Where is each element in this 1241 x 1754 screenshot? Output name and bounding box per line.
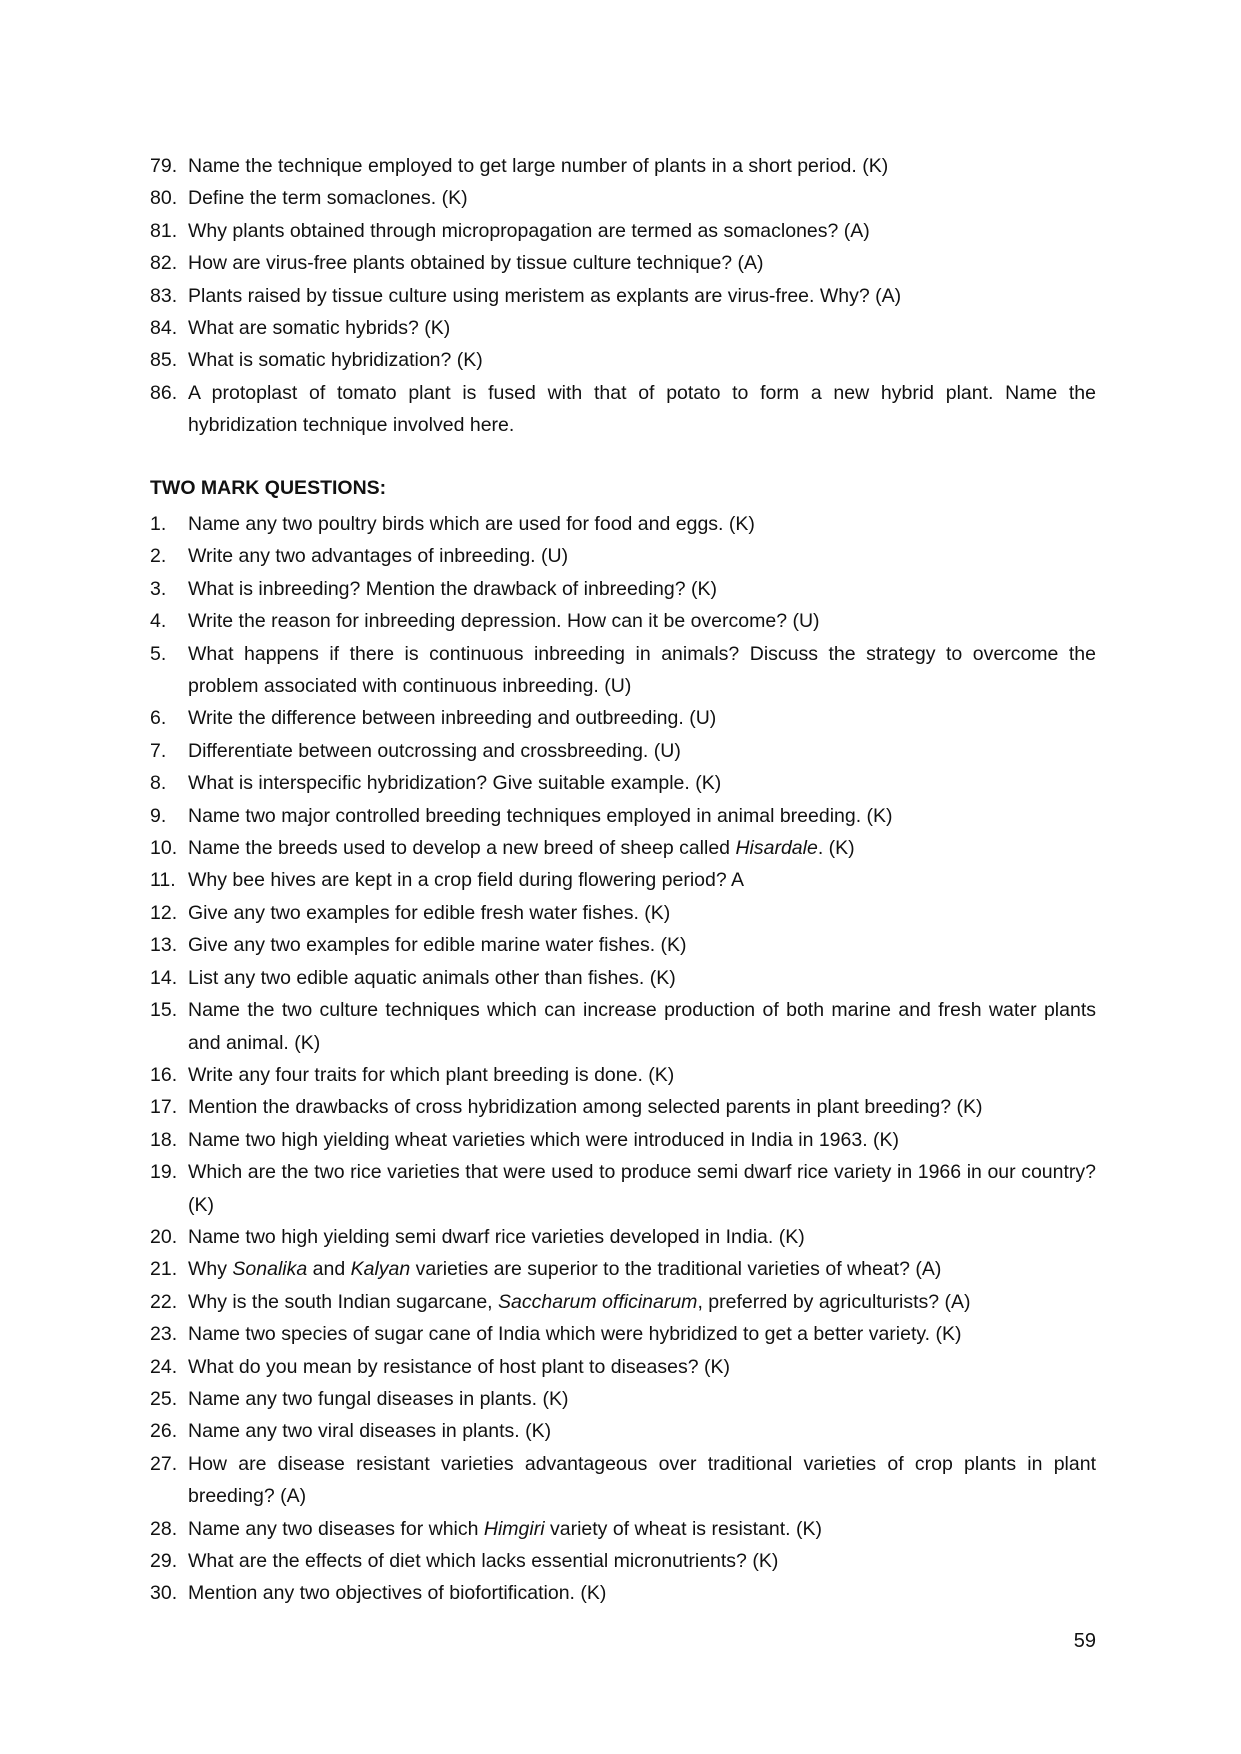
question-text-segment: What happens if there is continuous inbreeding in animals? Discuss the strategy to overcome the problem associated with continuous inbreeding. (U) — [188, 642, 1096, 698]
question-item — [150, 1318, 1096, 1350]
italic-term: Himgiri — [483, 1517, 545, 1540]
question-item — [150, 312, 1096, 344]
question-item — [150, 1448, 1096, 1513]
question-text-segment: Name two high yielding wheat varieties which were introduced in India in 1963. (K) — [188, 1128, 900, 1151]
question-text — [188, 1096, 983, 1118]
question-text — [188, 740, 681, 762]
question-text-segment: Name any two poultry birds which are used for food and eggs. (K) — [188, 513, 755, 535]
question-text — [188, 187, 468, 209]
question-item — [150, 1577, 1096, 1609]
question-text-segment: Differentiate between outcrossing and crossbreeding. (U) — [188, 739, 681, 762]
question-text-segment: What is interspecific hybridization? Give suitable example. (K) — [188, 772, 722, 795]
question-text — [188, 1323, 962, 1345]
question-text — [188, 1453, 1096, 1507]
question-text — [188, 902, 670, 924]
question-item — [150, 897, 1096, 929]
question-number: 1. — [150, 513, 167, 535]
question-item — [150, 540, 1096, 572]
question-number: 85. — [150, 349, 178, 372]
question-number: 3. — [150, 577, 167, 600]
question-text — [188, 545, 568, 567]
question-text — [188, 382, 1096, 436]
question-text — [188, 252, 764, 274]
question-item — [150, 1383, 1096, 1415]
question-text-segment: Name the two culture techniques which can increase production of both marine and fresh water plants and animal. (K) — [188, 999, 1096, 1054]
question-number: 9. — [150, 804, 167, 827]
question-text — [188, 1064, 674, 1086]
question-text-segment: Name the breeds used to develop a new breed of sheep called — [188, 837, 736, 860]
question-number: 10. — [150, 837, 178, 860]
question-text-segment: Give any two examples for edible marine water fishes. (K) — [188, 934, 687, 957]
question-number: 81. — [150, 219, 178, 242]
question-item — [150, 508, 1096, 540]
question-text-segment: Name two species of sugar cane of India which were hybridized to get a better variety. (K) — [188, 1323, 962, 1346]
question-number: 20. — [150, 1225, 178, 1248]
italic-term: Sonalika — [232, 1258, 308, 1281]
question-text — [188, 999, 1096, 1053]
question-number: 22. — [150, 1290, 178, 1313]
question-number: 8. — [150, 772, 167, 795]
question-text-segment: What is inbreeding? Mention the drawback of inbreeding? (K) — [188, 577, 717, 600]
question-text-segment: What is somatic hybridization? (K) — [188, 349, 483, 372]
question-text — [188, 805, 893, 827]
question-text — [188, 513, 755, 535]
question-item — [150, 1091, 1096, 1123]
question-text — [188, 869, 744, 891]
question-item — [150, 215, 1096, 247]
question-item — [150, 962, 1096, 994]
italic-term: Kalyan — [350, 1258, 411, 1281]
question-number: 84. — [150, 317, 178, 340]
question-text — [188, 1356, 730, 1378]
question-number: 29. — [150, 1550, 178, 1572]
question-text-segment: Give any two examples for edible fresh water fishes. (K) — [188, 901, 671, 924]
question-number: 7. — [150, 739, 167, 762]
question-item — [150, 605, 1096, 637]
question-item — [150, 1253, 1096, 1285]
question-list-continued — [150, 150, 1096, 442]
question-text-segment: Write any two advantages of inbreeding. (U) — [188, 545, 569, 568]
question-text-segment: . (K) — [817, 837, 855, 860]
question-text-segment: Name any two viral diseases in plants. (K) — [188, 1420, 552, 1443]
question-text-segment: Write the difference between inbreeding and outbreeding. (U) — [188, 707, 717, 730]
question-number: 28. — [150, 1517, 178, 1540]
question-text-segment: What do you mean by resistance of host plant to diseases? (K) — [188, 1355, 730, 1378]
question-number: 12. — [150, 901, 178, 924]
question-item — [150, 280, 1096, 312]
question-number: 17. — [150, 1096, 178, 1119]
question-text-segment: Name two high yielding semi dwarf rice varieties developed in India. (K) — [188, 1225, 805, 1248]
question-text — [188, 317, 450, 339]
question-text-segment: variety of wheat is resistant. (K) — [544, 1517, 822, 1540]
question-text — [188, 1420, 551, 1442]
question-text-segment: Mention the drawbacks of cross hybridization among selected parents in plant breeding? (K) — [188, 1096, 983, 1119]
question-text — [188, 1550, 778, 1572]
question-text — [188, 1129, 899, 1151]
question-text-segment: How are virus-free plants obtained by tissue culture technique? (A) — [188, 252, 764, 275]
section-heading-two-mark-questions: TWO MARK QUESTIONS: — [150, 477, 387, 499]
question-number: 11. — [150, 869, 176, 892]
question-item — [150, 735, 1096, 767]
question-text — [188, 155, 888, 177]
question-text — [188, 837, 855, 859]
question-text-segment: Name any two diseases for which — [188, 1517, 484, 1540]
question-text-segment: Write the reason for inbreeding depression. How can it be overcome? (U) — [188, 610, 820, 633]
question-number: 15. — [150, 999, 178, 1022]
question-text-segment: Define the term somaclones. (K) — [188, 187, 468, 210]
question-item — [150, 1351, 1096, 1383]
question-text-segment: varieties are superior to the traditional varieties of wheat? (A) — [410, 1258, 942, 1281]
question-text-segment: Which are the two rice varieties that were used to produce semi dwarf rice variety in 1966 in our country? (K) — [188, 1161, 1096, 1216]
question-text — [188, 285, 901, 307]
italic-term: Hisardale — [735, 837, 818, 860]
question-item — [150, 377, 1096, 442]
question-text — [188, 1582, 606, 1604]
question-text-segment: Mention any two objectives of biofortification. (K) — [188, 1582, 607, 1605]
question-text-segment: and — [307, 1258, 351, 1281]
question-text-segment: Why plants obtained through micropropagation are termed as somaclones? (A) — [188, 219, 870, 242]
question-number: 14. — [150, 966, 178, 989]
question-text-segment: Why is the south Indian sugarcane, — [188, 1290, 499, 1313]
question-item — [150, 1156, 1096, 1221]
question-item — [150, 1513, 1096, 1545]
question-text — [188, 610, 820, 632]
question-text — [188, 643, 1096, 697]
question-item — [150, 767, 1096, 799]
question-text-segment: What are somatic hybrids? (K) — [188, 317, 451, 340]
question-item — [150, 638, 1096, 703]
question-number: 83. — [150, 284, 178, 307]
question-text — [188, 934, 687, 956]
question-text-segment: Plants raised by tissue culture using meristem as explants are virus-free. Why? (A) — [188, 284, 902, 307]
question-item — [150, 573, 1096, 605]
question-item — [150, 1286, 1096, 1318]
question-text-segment: Name two major controlled breeding techniques employed in animal breeding. (K) — [188, 804, 893, 827]
question-number: 25. — [150, 1387, 178, 1410]
question-item — [150, 150, 1096, 182]
question-number: 27. — [150, 1452, 178, 1475]
question-item — [150, 1059, 1096, 1091]
question-item — [150, 1415, 1096, 1447]
question-item — [150, 929, 1096, 961]
question-text — [188, 772, 721, 794]
question-text — [188, 1291, 971, 1313]
question-number: 5. — [150, 642, 167, 665]
question-number: 82. — [150, 252, 178, 275]
question-text — [188, 1388, 568, 1410]
question-text-segment: What are the effects of diet which lacks essential micronutrients? (K) — [188, 1550, 779, 1572]
question-item — [150, 994, 1096, 1059]
question-text-segment: Why bee hives are kept in a crop field during flowering period? A — [188, 869, 745, 892]
question-number: 6. — [150, 707, 167, 730]
question-text-segment: How are disease resistant varieties advantageous over traditional varieties of crop plants in plant breeding? (A) — [188, 1452, 1096, 1508]
question-text — [188, 707, 716, 729]
question-number: 30. — [150, 1582, 178, 1605]
question-number: 4. — [150, 610, 167, 633]
question-text-segment: Name the technique employed to get large number of plants in a short period. (K) — [188, 155, 889, 177]
question-number: 23. — [150, 1323, 178, 1346]
question-text — [188, 578, 717, 600]
question-item — [150, 832, 1096, 864]
question-item — [150, 1545, 1096, 1577]
question-text — [188, 967, 676, 989]
question-number: 16. — [150, 1063, 178, 1086]
question-text — [188, 220, 870, 242]
question-text — [188, 1226, 805, 1248]
question-number: 21. — [150, 1258, 178, 1281]
question-item — [150, 800, 1096, 832]
question-item — [150, 344, 1096, 376]
question-number: 79. — [150, 155, 178, 177]
question-text-segment: Write any four traits for which plant breeding is done. (K) — [188, 1063, 675, 1086]
question-item — [150, 702, 1096, 734]
question-text — [188, 349, 483, 371]
question-text — [188, 1161, 1096, 1215]
question-number: 24. — [150, 1355, 178, 1378]
question-text — [188, 1518, 822, 1540]
question-text-segment: Why — [188, 1258, 233, 1281]
question-item — [150, 1124, 1096, 1156]
question-text — [188, 1258, 941, 1280]
question-number: 86. — [150, 381, 178, 404]
question-item — [150, 247, 1096, 279]
question-number: 80. — [150, 187, 178, 210]
question-item — [150, 1221, 1096, 1253]
two-mark-question-list — [150, 508, 1096, 1610]
question-number: 26. — [150, 1420, 178, 1443]
question-number: 13. — [150, 934, 178, 957]
page-number: 59 — [1073, 1630, 1096, 1652]
question-text-segment: Name any two fungal diseases in plants. (K) — [188, 1387, 569, 1410]
question-text-segment: List any two edible aquatic animals other than fishes. (K) — [188, 966, 676, 989]
question-text-segment: , preferred by agriculturists? (A) — [697, 1290, 971, 1313]
question-number: 2. — [150, 545, 167, 568]
italic-term: Saccharum officinarum — [498, 1290, 698, 1313]
question-text-segment: A protoplast of tomato plant is fused with that of potato to form a new hybrid plant. Name the hybridization technique involved here. — [188, 381, 1096, 437]
question-number: 18. — [150, 1128, 178, 1151]
question-item — [150, 864, 1096, 896]
question-item — [150, 182, 1096, 214]
question-number: 19. — [150, 1161, 178, 1184]
